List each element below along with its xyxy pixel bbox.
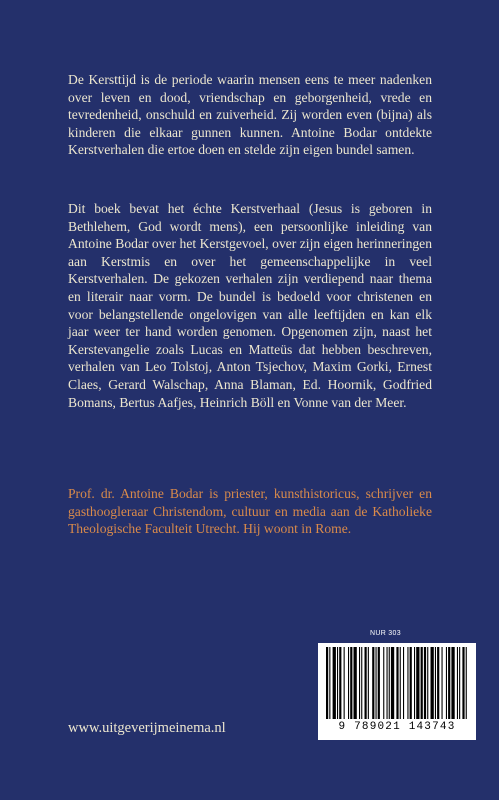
barcode-bar bbox=[368, 647, 369, 719]
barcode-bar bbox=[372, 647, 374, 719]
barcode-bar bbox=[407, 647, 408, 719]
barcode-bar bbox=[337, 647, 338, 719]
barcode-bar bbox=[354, 647, 357, 719]
barcode-bar bbox=[400, 647, 401, 719]
barcode-bar bbox=[329, 647, 330, 719]
barcode-bar bbox=[437, 647, 439, 719]
barcode-bar bbox=[389, 647, 390, 719]
blurb-paragraph-contents: Dit boek bevat het échte Kerstverhaal (Jesus is geboren in Bethlehem, God wordt mens), een persoonlijke inleiding van Antoine Bodar over het Kerstgevoel, over zijn eigen herinneringen aan Kerstmis en over het gemeenschappelijke in veel Kerstverhalen. De gekozen verhalen zijn verdiepend naar thema en literair naar vorm. De bundel is bedoeld voor christenen en voor belangstellende ongelovigen van alle leeftijden en kan elk jaar weer ter hand worden genomen. Opgenomen zijn, naast het Kerstevangelie zoals Lucas en Matteüs dat hebben beschreven, verhalen van Leo Tolstoj, Anton Tsjechov, Maxim Gorki, Ernest Claes, Gerard Walschap, Anna Blaman, Ed. Hoornik, Godfried Bomans, Bertus Aafjes, Heinrich Böll en Vonne van der Meer. bbox=[68, 201, 432, 410]
barcode-bar bbox=[403, 647, 404, 719]
barcode-bar bbox=[348, 647, 349, 719]
publisher-website[interactable]: www.uitgeverijmeinema.nl bbox=[68, 720, 226, 736]
author-bio: Prof. dr. Antoine Bodar is priester, kunsthistoricus, schrijver en gasthoogleraar Christendom, cultuur en media aan de Katholieke Theologische Faculteit Utrecht. Hij woont in Rome. bbox=[68, 486, 432, 537]
barcode-bar bbox=[421, 647, 423, 719]
barcode-bar bbox=[427, 647, 428, 719]
barcode-bar bbox=[387, 647, 388, 719]
isbn-number: 9 789021 143743 bbox=[338, 721, 456, 733]
barcode-bar bbox=[378, 647, 380, 719]
barcode-bar bbox=[361, 647, 362, 719]
barcode-bar bbox=[446, 647, 447, 719]
barcode-bar bbox=[339, 647, 341, 719]
barcode-bar bbox=[448, 647, 450, 719]
nur-code: NUR 303 bbox=[370, 630, 401, 637]
barcode-bar bbox=[344, 647, 345, 719]
barcode-bar bbox=[451, 647, 454, 719]
barcode-bar bbox=[414, 647, 415, 719]
barcode-bar bbox=[383, 647, 384, 719]
barcode-bar bbox=[431, 647, 434, 719]
barcode-bar bbox=[333, 647, 336, 719]
barcode-bar bbox=[359, 647, 360, 719]
barcode-bar bbox=[391, 647, 394, 719]
barcode-bar bbox=[466, 647, 467, 719]
isbn-barcode bbox=[318, 643, 476, 740]
barcode-bars bbox=[318, 643, 476, 723]
barcode-bar bbox=[410, 647, 412, 719]
barcode-bar bbox=[365, 647, 367, 719]
barcode-bar bbox=[459, 647, 460, 719]
barcode-bar bbox=[457, 647, 458, 719]
barcode-bar bbox=[416, 647, 419, 719]
blurb-paragraph-intro: De Kersttijd is de periode waarin mensen eens te meer nadenken over leven en dood, vriendschap en geborgenheid, vrede en tevredenheid, onschuld en zuiverheid. Zij worden even (bijna) als kinderen die elkaar gunnen kunnen. Antoine Bodar ontdekte Kerstverhalen die ertoe doen en stelde zijn eigen bundel samen. bbox=[68, 72, 432, 158]
barcode-bar bbox=[462, 647, 464, 719]
barcode-bar bbox=[442, 647, 443, 719]
barcode-bar bbox=[435, 647, 436, 719]
barcode-bar bbox=[396, 647, 398, 719]
barcode-bar bbox=[326, 647, 328, 719]
barcode-bar bbox=[350, 647, 352, 719]
barcode-bar bbox=[424, 647, 426, 719]
barcode-bar bbox=[376, 647, 377, 719]
